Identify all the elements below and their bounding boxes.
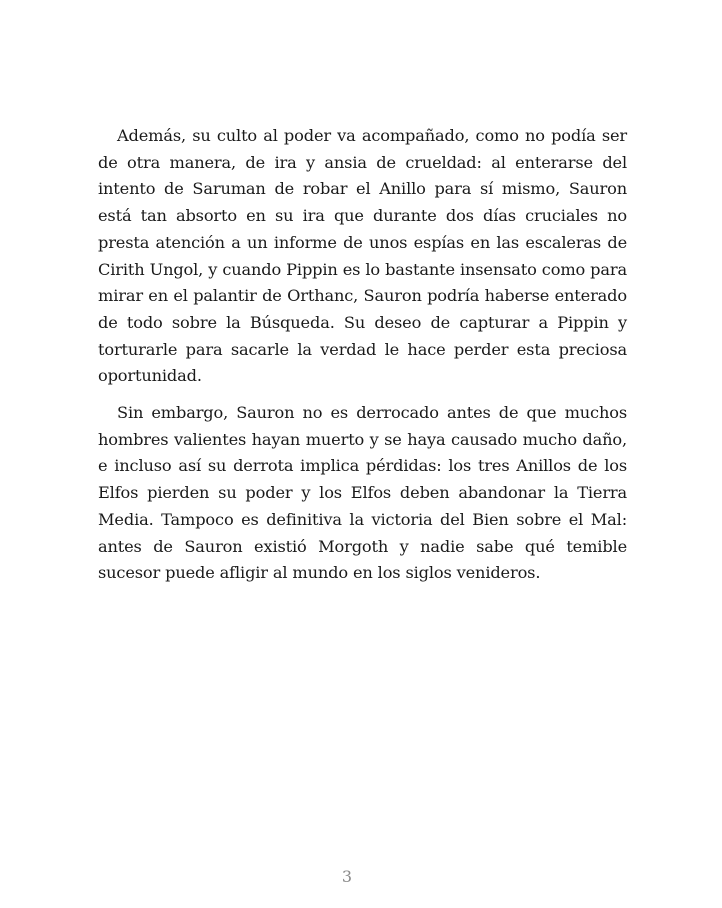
page-body (98, 123, 627, 597)
paragraph-2: Sin embargo, Sauron no es derrocado antes de que muchos hombres valientes hayan muerto y se haya causado mucho daño, e incluso así su derrota implica pérdidas: los tres Anillos de los Elfos pierden su poder y los Elfos deben abandonar la Tierra Media. Tampoco es definitiva la victoria del Bien sobre el Mal: antes de Sauron existió Morgoth y nadie sabe qué temible sucesor puede afligir al mundo en los siglos venideros. (98, 403, 627, 583)
page-number: 3 (341, 867, 353, 886)
paragraph-1: Además, su culto al poder va acompañado, como no podía ser de otra manera, de ira y ansia de crueldad: al enterarse del intento de Saruman de robar el Anillo para sí mismo, Sauron está tan absorto en su ira que durante dos días cruciales no presta atención a un informe de unos espías en las escaleras de Cirith Ungol, y cuando Pippin es lo bastante insensato como para mirar en el palantir de Orthanc, Sauron podría haberse enterado de todo sobre la Búsqueda. Su deseo de capturar a Pippin y torturarle para sacarle la verdad le hace perder esta preciosa oportunidad. (98, 126, 627, 386)
